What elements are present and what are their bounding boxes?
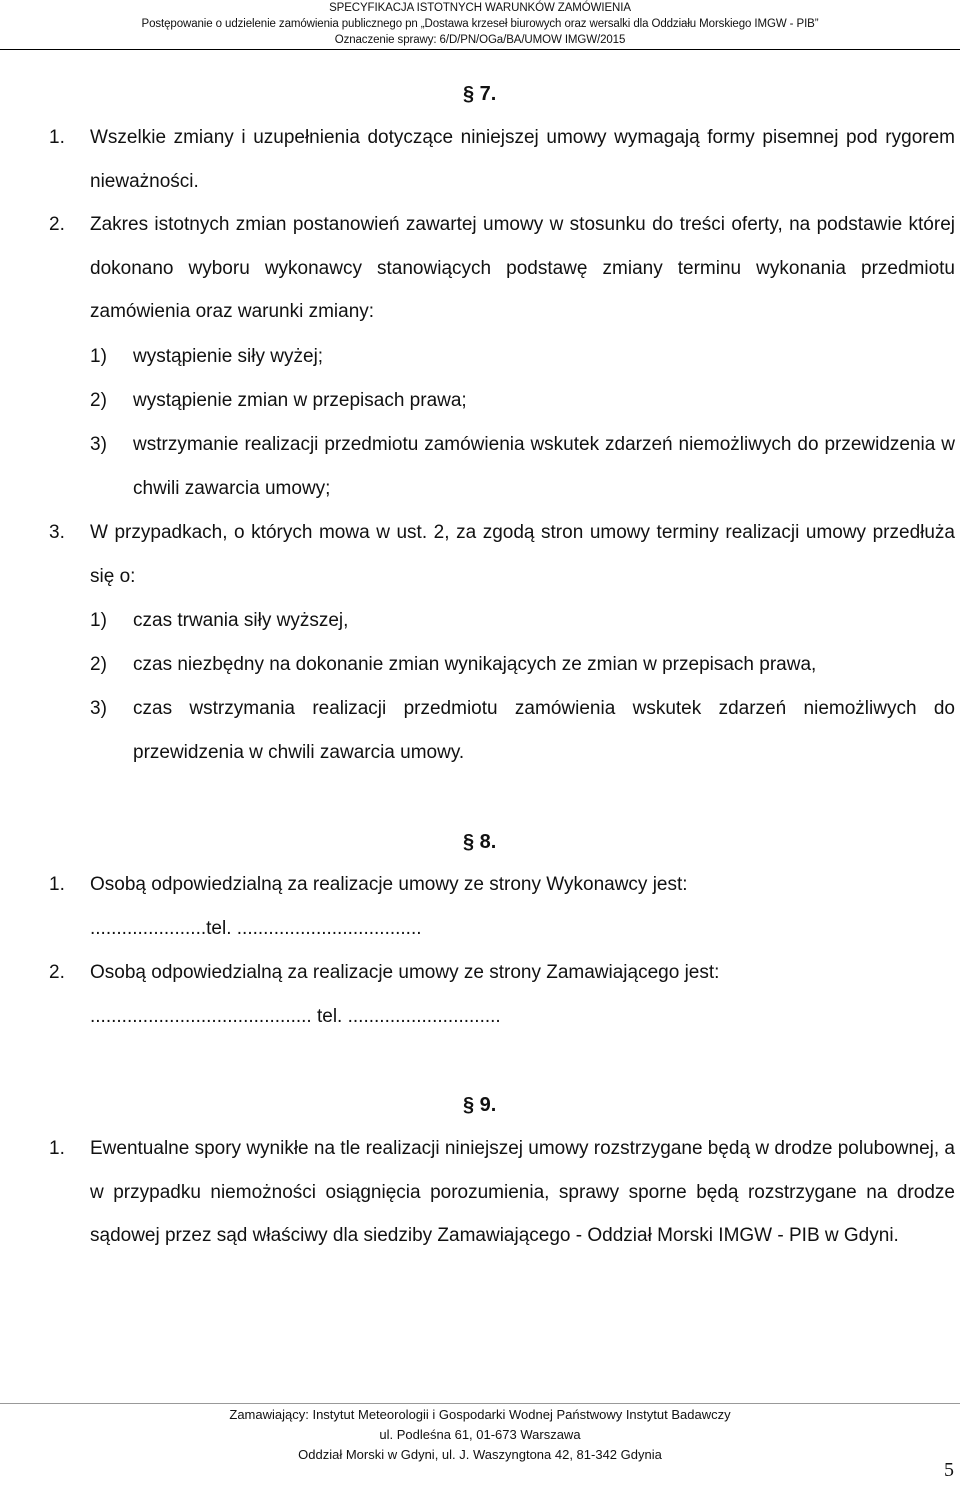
subitem-number: 3) [90, 698, 107, 719]
section-7-item-3 [49, 511, 955, 598]
footer-branch-address: Oddział Morski w Gdyni, ul. J. Waszyngtona 42, 81-342 Gdynia [298, 1447, 662, 1462]
item-number: 1. [49, 1138, 65, 1159]
item-number: 1. [49, 127, 65, 148]
section-7-item-2-sub-2 [90, 379, 955, 423]
section-9-item-1 [49, 1127, 955, 1258]
section-7-item-2-sub-3 [90, 423, 955, 510]
section-7-heading: § 7. [463, 83, 497, 105]
subitem-number: 2) [90, 390, 107, 411]
section-7-item-2 [49, 203, 955, 334]
subitem-text: czas niezbędny na dokonanie zmian wynikających ze zmian w przepisach prawa, [133, 654, 817, 675]
section-7-item-3-sub-2 [90, 643, 955, 687]
section-7-item-3-sub-3 [90, 687, 955, 774]
item-text: Zakres istotnych zmian postanowień zawartej umowy w stosunku do treści oferty, na podstawie której dokonano wyboru wykonawcy stanowiących podstawę zmiany terminu wykonania przedmiotu zamówienia oraz warunki zmiany: [90, 214, 955, 322]
ordering-party-contact-fill: .......................................... tel. ............................. [90, 1006, 501, 1027]
contractor-contact-fill: ......................tel. ................................... [90, 918, 422, 939]
section-7-item-3-sub-1 [90, 599, 955, 643]
item-number: 1. [49, 874, 65, 895]
footer-divider [0, 1403, 960, 1404]
item-text: Wszelkie zmiany i uzupełnienia dotyczące niniejszej umowy wymagają formy pisemnej pod rygorem nieważności. [90, 127, 955, 192]
section-9-heading: § 9. [463, 1094, 497, 1116]
subitem-text: wstrzymanie realizacji przedmiotu zamówienia wskutek zdarzeń niemożliwych do przewidzenia w chwili zawarcia umowy; [133, 434, 955, 499]
header-divider [0, 49, 960, 50]
subitem-number: 1) [90, 346, 107, 367]
item-text: Osobą odpowiedzialną za realizacje umowy ze strony Wykonawcy jest: [90, 874, 688, 895]
subitem-text: czas wstrzymania realizacji przedmiotu zamówienia wskutek zdarzeń niemożliwych do przewidzenia w chwili zawarcia umowy. [133, 698, 955, 763]
page-number: 5 [944, 1459, 954, 1481]
page-footer [0, 1405, 960, 1465]
header-title: SPECYFIKACJA ISTOTNYCH WARUNKÓW ZAMÓWIENIA [329, 2, 631, 14]
item-number: 2. [49, 214, 65, 235]
header-procurement-name: Postępowanie o udzielenie zamówienia publicznego pn „Dostawa krzeseł biurowych oraz wersalki dla Oddziału Morskiego IMGW - PIB” [141, 18, 819, 30]
subitem-text: wystąpienie zmian w przepisach prawa; [133, 390, 467, 411]
subitem-number: 1) [90, 610, 107, 631]
subitem-number: 3) [90, 434, 107, 455]
subitem-text: wystąpienie siły wyżej; [133, 346, 324, 367]
section-8-heading: § 8. [463, 831, 497, 853]
section-8-item-1 [49, 863, 955, 907]
page-header [0, 0, 960, 48]
item-number: 3. [49, 522, 65, 543]
footer-address: ul. Podleśna 61, 01-673 Warszawa [379, 1427, 581, 1442]
section-7-item-1 [49, 116, 955, 203]
header-case-reference: Oznaczenie sprawy: 6/D/PN/OGa/BA/UMOW IMGW/2015 [334, 34, 626, 46]
subitem-text: czas trwania siły wyższej, [133, 610, 349, 631]
section-7-item-2-sub-1 [90, 335, 955, 379]
item-number: 2. [49, 962, 65, 983]
item-text: Osobą odpowiedzialną za realizacje umowy ze strony Zamawiającego jest: [90, 962, 720, 983]
item-text: Ewentualne spory wynikłe na tle realizacji niniejszej umowy rozstrzygane będą w drodze polubownej, a w przypadku niemożności osiągnięcia porozumienia, sprawy sporne będą rozstrzygane na drodze sądowej przez sąd właściwy dla siedziby Zamawiającego - Oddział Morski IMGW - PIB w Gdyni. [90, 1138, 955, 1246]
footer-institution: Zamawiający: Instytut Meteorologii i Gospodarki Wodnej Państwowy Instytut Badawczy [229, 1407, 731, 1422]
item-text: W przypadkach, o których mowa w ust. 2, za zgodą stron umowy terminy realizacji umowy przedłuża się o: [90, 522, 955, 587]
section-8-item-2 [49, 951, 955, 995]
subitem-number: 2) [90, 654, 107, 675]
